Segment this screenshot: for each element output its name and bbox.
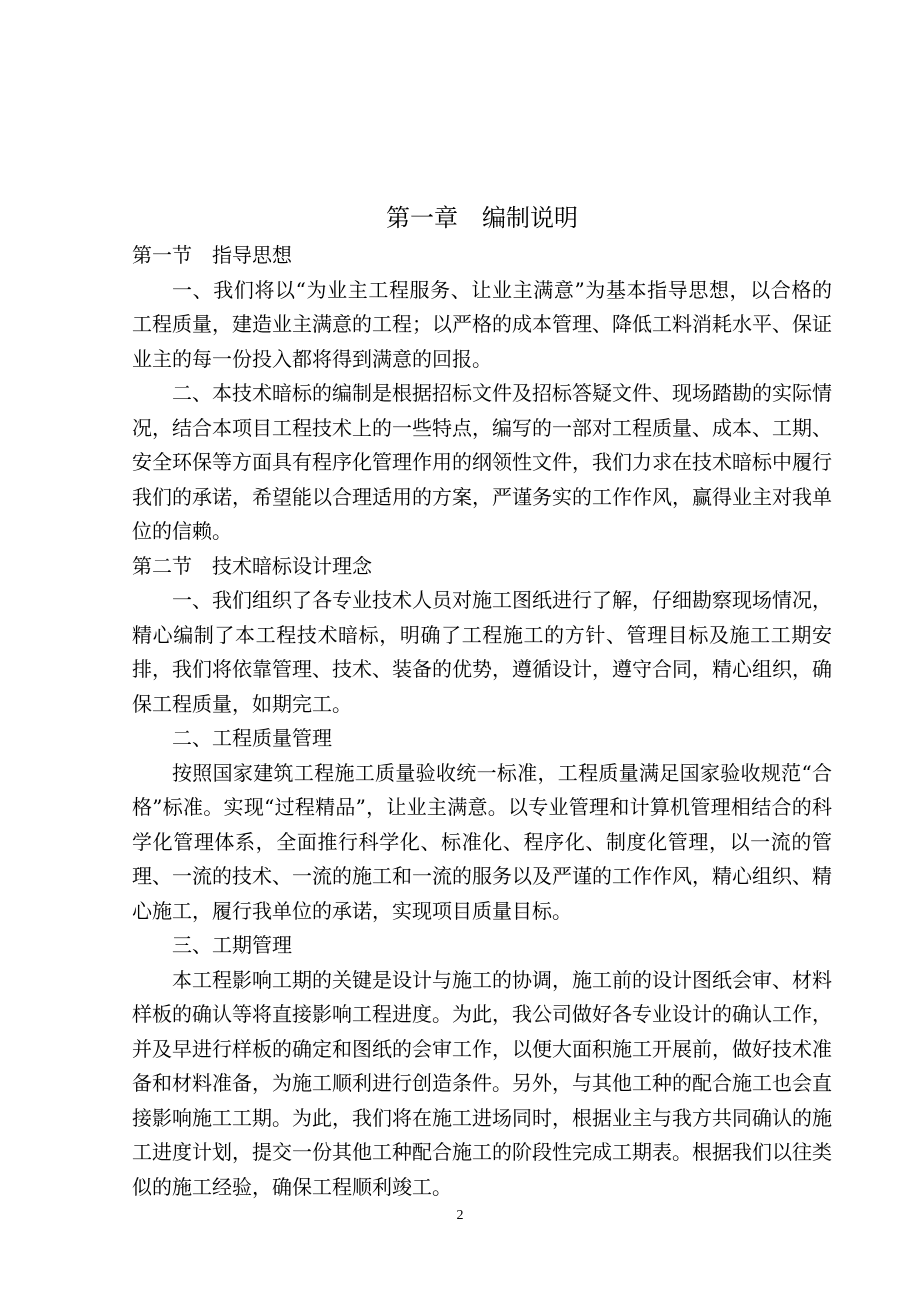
section-heading-1: 第一节 指导思想 [132, 243, 292, 267]
paragraph-guiding-thought-2: 二、本技术暗标的编制是根据招标文件及招标答疑文件、现场踏勘的实际情况，结合本项目工程技术上的一些特点，编写的一部对工程质量、成本、工期、安全环保等方面具有程序化管理作用的纲领性文件，我们力求在技术暗标中履行我们的承诺，希望能以合理适用的方案，严谨务实的工作作风，赢得业主对我单位的信赖。 [132, 381, 832, 543]
subheading-quality-management: 二、工程质量管理 [172, 726, 332, 750]
paragraph-schedule-management: 本工程影响工期的关键是设计与施工的协调，施工前的设计图纸会审、材料样板的确认等将直接影响工程进度。为此，我公司做好各专业设计的确认工作，并及早进行样板的确定和图纸的会审工作，以便大面积施工开展前，做好技术准备和材料准备，为施工顺利进行创造条件。另外，与其他工种的配合施工也会直接影响施工工期。为此，我们将在施工进场同时，根据业主与我方共同确认的施工进度计划，提交一份其他工种配合施工的阶段性完成工期表。根据我们以往类似的施工经验，确保工程顺利竣工。 [132, 967, 832, 1199]
page-content [132, 198, 832, 1204]
subheading-schedule-management: 三、工期管理 [172, 933, 292, 957]
paragraph-quality-management: 按照国家建筑工程施工质量验收统一标准，工程质量满足国家验收规范“合格”标准。实现“过程精品”，让业主满意。以专业管理和计算机管理相结合的科学化管理体系，全面推行科学化、标准化、程序化、制度化管理，以一流的管理、一流的技术、一流的施工和一流的服务以及严谨的工作作风，精心组织、精心施工，履行我单位的承诺，实现项目质量目标。 [132, 760, 832, 923]
chapter-title: 第一章 编制说明 [386, 204, 578, 232]
page-number: 2 [456, 1208, 464, 1223]
section-heading-2: 第二节 技术暗标设计理念 [132, 553, 372, 578]
paragraph-design-concept-1: 一、我们组织了各专业技术人员对施工图纸进行了解，仔细勘察现场情况，精心编制了本工程技术暗标，明确了工程施工的方针、管理目标及施工工期安排，我们将依靠管理、技术、装备的优势，遵循设计，遵守合同，精心组织，确保工程质量，如期完工。 [132, 588, 832, 716]
paragraph-guiding-thought-1: 一、我们将以“为业主工程服务、让业主满意”为基本指导思想，以合格的工程质量，建造业主满意的工程；以严格的成本管理、降低工料消耗水平、保证业主的每一份投入都将得到满意的回报。 [132, 277, 832, 371]
